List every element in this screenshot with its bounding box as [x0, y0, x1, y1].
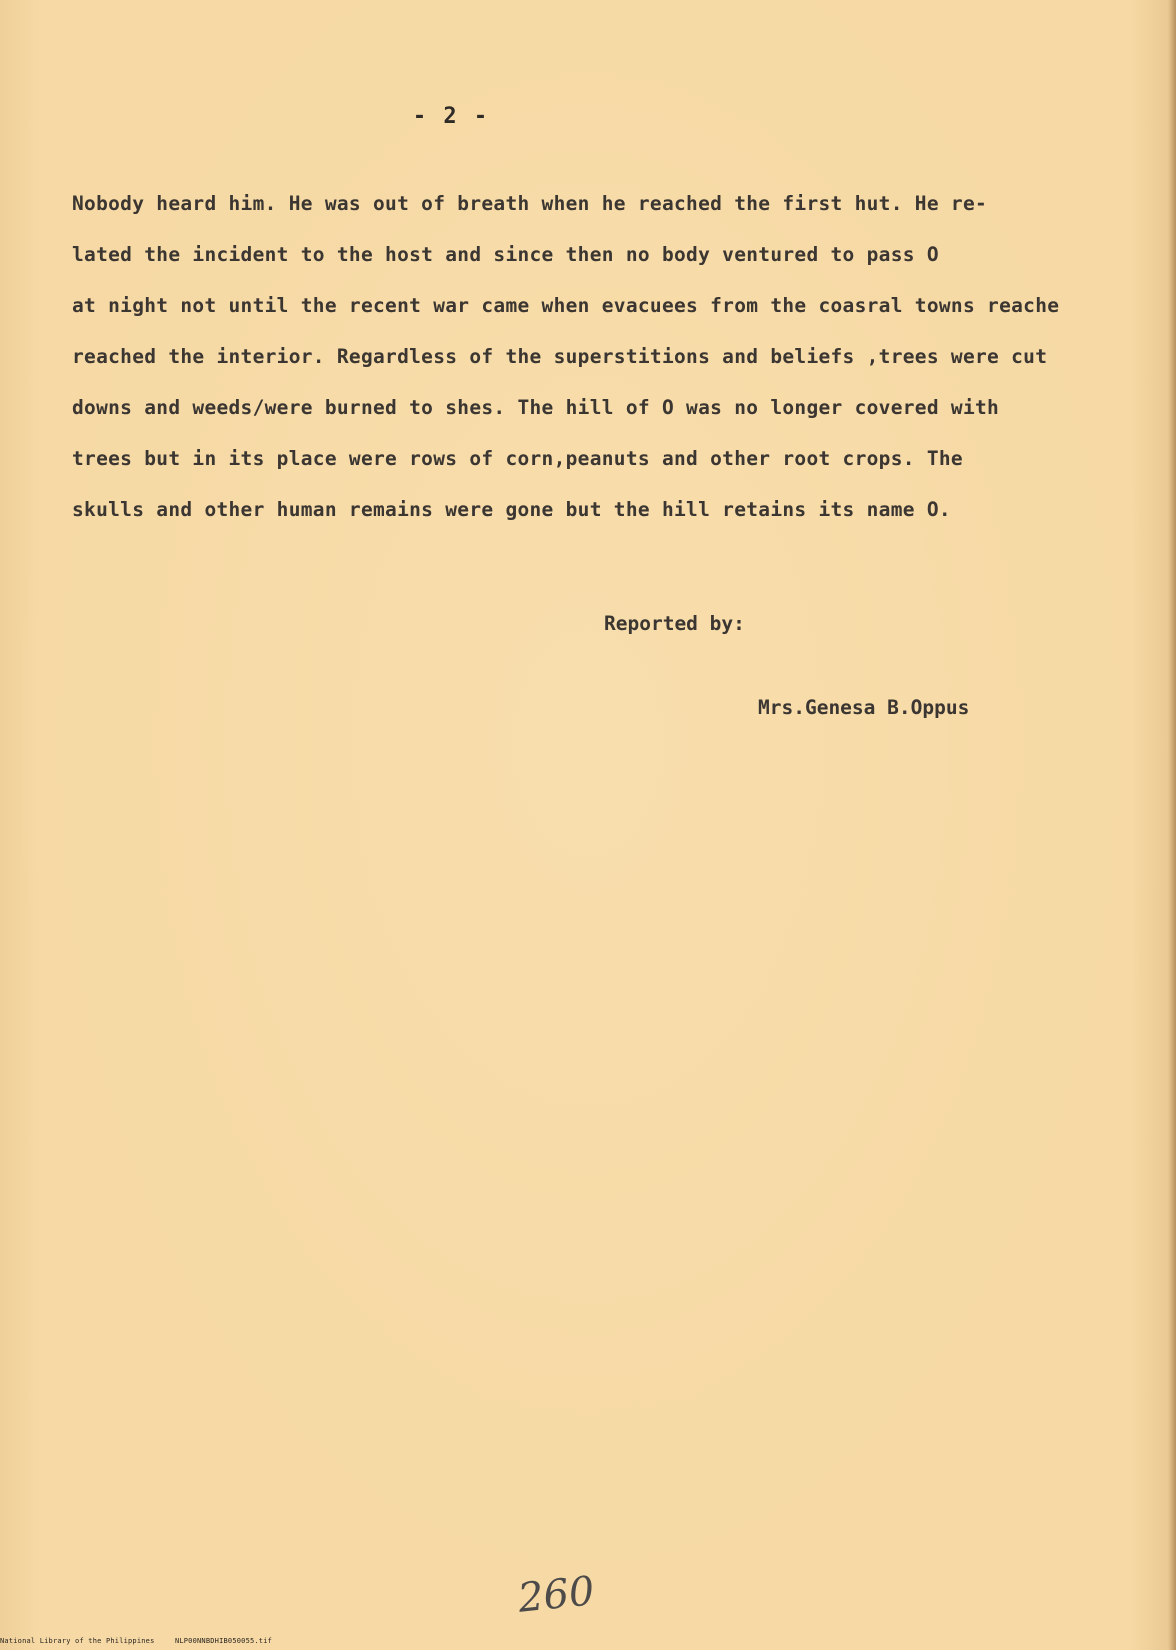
- text-line: lated the incident to the host and since then no body ventured to pass O: [72, 243, 939, 266]
- body-text: [72, 178, 1172, 535]
- footer-caption: [0, 1637, 288, 1645]
- text-line: trees but in its place were rows of corn,peanuts and other root crops. The: [72, 447, 963, 470]
- footer-filename: NLP00NNBDHIB050055.tif: [174, 1637, 273, 1645]
- page-edge-shadow: [1168, 0, 1176, 1650]
- text-line: reached the interior. Regardless of the superstitions and beliefs ,trees were cut: [72, 345, 1048, 368]
- footer-library: National Library of the Philippines: [0, 1637, 155, 1645]
- reported-by-label: Reported by:: [604, 612, 745, 635]
- page-number: - 2 -: [412, 104, 490, 129]
- text-line: at night not until the recent war came when evacuees from the coasral towns reache: [72, 294, 1060, 317]
- handwritten-page-number: 260: [515, 1568, 597, 1622]
- reporter-name: Mrs.Genesa B.Oppus: [758, 696, 970, 719]
- text-line: Nobody heard him. He was out of breath when he reached the first hut. He re-: [72, 192, 988, 215]
- text-line: downs and weeds/were burned to shes. The hill of O was no longer covered with: [72, 396, 1000, 419]
- text-line: skulls and other human remains were gone but the hill retains its name O.: [72, 498, 951, 521]
